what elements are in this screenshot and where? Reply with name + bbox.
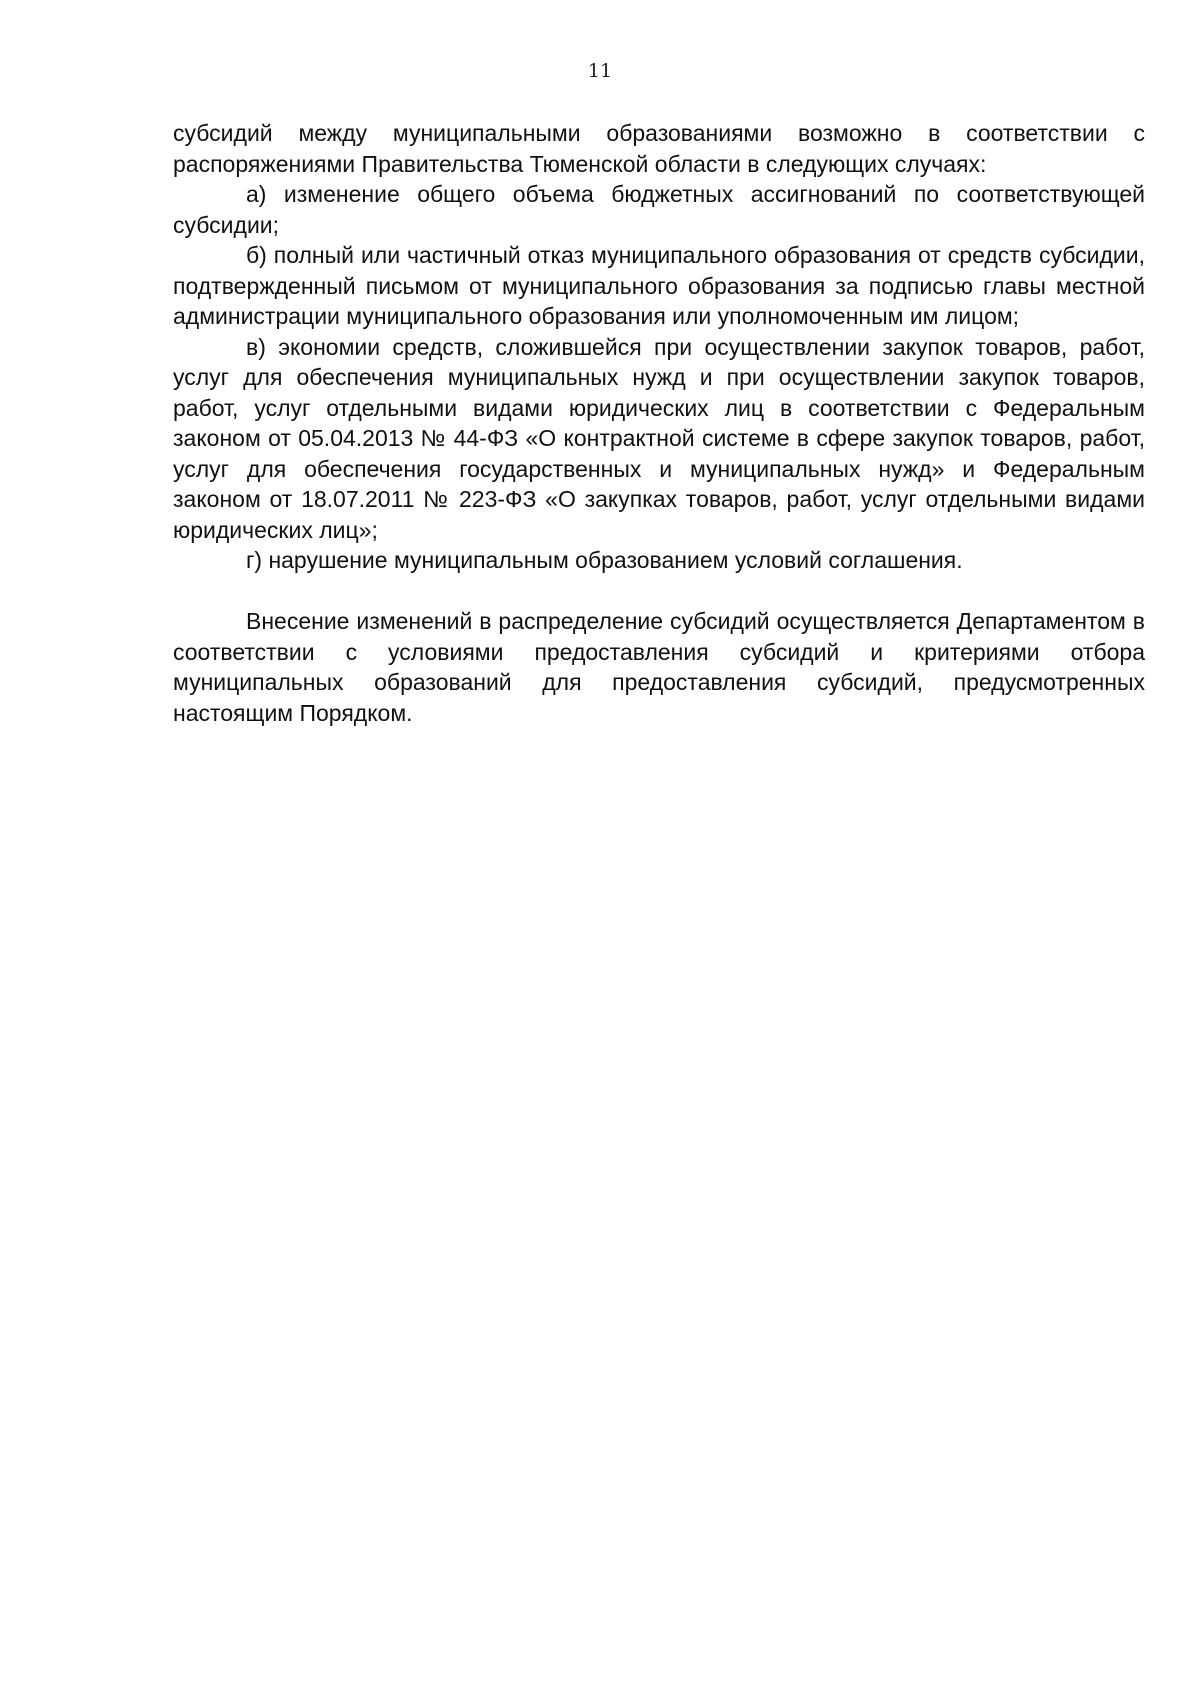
paragraph-amendments: Внесение изменений в распределение субсидий осуществляется Департаментом в соответствии с условиями предоставления субсидий и критериями отбора муниципальных образований для предоставления субсидий, предусмотренных настоящим Порядком. <box>173 608 1145 726</box>
paragraph-case-v: в) экономии средств, сложившейся при осуществлении закупок товаров, работ, услуг для обеспечения муниципальных нужд и при осуществлении закупок товаров, работ, услуг отдельными видами юридических лиц в соответствии с Федеральным законом от 05.04.2013 № 44-ФЗ «О контрактной системе в сфере закупок товаров, работ, услуг для обеспечения государственных и муниципальных нужд» и Федеральным законом от 18.07.2011 № 223-ФЗ «О закупках товаров, работ, услуг отдельными видами юридических лиц»; <box>173 333 1145 543</box>
paragraph-case-g: г) нарушение муниципальным образованием условий соглашения. <box>246 547 963 573</box>
paragraph-case-b: б) полный или частичный отказ муниципального образования от средств субсидии, подтвержденный письмом от муниципального образования за подписью главы местной администрации муниципального образования или уполномоченным им лицом; <box>173 242 1145 329</box>
paragraph-case-a: а) изменение общего объема бюджетных ассигнований по соответствующей субсидии; <box>173 181 1145 238</box>
paragraph-continuation: субсидий между муниципальными образованиями возможно в соответствии с распоряжениями Правительства Тюменской области в следующих случаях: <box>173 120 1145 177</box>
document-body <box>173 118 1145 728</box>
page-number: 11 <box>587 60 613 82</box>
